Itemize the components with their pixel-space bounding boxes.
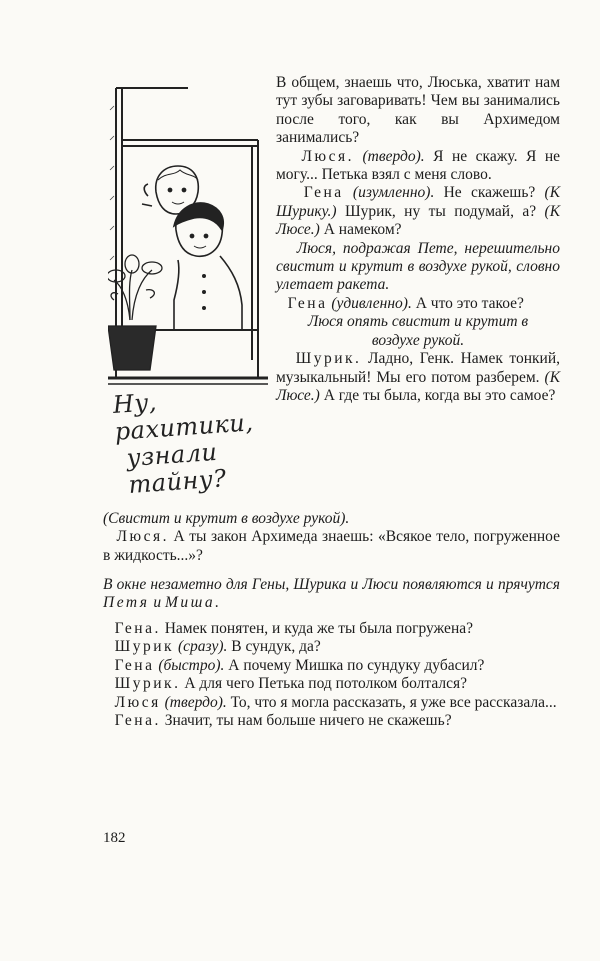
speaker-name: Гена	[114, 656, 155, 674]
speaker-name: Люся	[114, 693, 161, 711]
speaker-name: Гена.	[114, 620, 161, 637]
speaker-name: Шурик.	[295, 350, 362, 368]
speech-line: Гена (изумленно). Не скажешь? (К Шурику.) Шурик, ну ты подумай, а? (К Люсе.) А намеком?	[276, 184, 560, 239]
stage-direction-paragraph: (Свистит и крутит в воздухе рукой).	[103, 510, 350, 527]
speaker-name: Шурик.	[114, 675, 181, 693]
full-width-text-1	[103, 510, 560, 565]
speech-line: Шурик. А для чего Петька под потолком болтался?	[114, 675, 467, 693]
speech-line: Шурик (сразу). В сундук, да?	[114, 638, 321, 656]
full-width-text-2	[103, 620, 560, 730]
caption-line-2: узнали	[125, 437, 219, 473]
speaker-name: Гена	[303, 184, 344, 202]
stage-direction: (изумленно).	[352, 184, 435, 202]
illustration-caption	[112, 381, 275, 500]
speaker-name: Шурик	[114, 638, 175, 656]
stage-direction-block	[103, 576, 560, 613]
speech-line: Гена. Намек понятен, и куда же ты была погружена?	[114, 620, 473, 637]
speech-line: Гена. Значит, ты нам больше ничего не скажешь?	[114, 712, 452, 730]
speech-line: Люся. А ты закон Архимеда знаешь: «Всякое тело, погруженное в жидкость...»?	[103, 528, 561, 564]
caption-line-1: Ну, рахитики,	[111, 387, 255, 446]
page-number: 182	[103, 830, 126, 846]
speech-line: Люся. (твердо). Я не скажу. Я не могу... Петька взял с меня слово.	[276, 147, 560, 184]
speech-line: Гена (быстро). А почему Мишка по сундуку дубасил?	[114, 656, 485, 674]
speaker-name: Гена	[287, 294, 328, 312]
stage-direction: (удивленно).	[331, 294, 412, 312]
speech-line: Люся (твердо). То, что я могла рассказать, я уже все рассказала...	[114, 693, 557, 711]
caption-line-3: тайну?	[127, 464, 228, 500]
speaker-name: Гена.	[114, 712, 161, 730]
stage-direction: (твердо).	[362, 147, 425, 165]
paragraph: В общем, знаешь что, Люська, хватит нам тут зубы заговаривать! Чем вы занимались после того, как вы Архимедом занимались?	[276, 74, 560, 147]
speaker-name: Люся.	[116, 528, 170, 546]
right-column-text	[276, 74, 560, 405]
stage-direction-paragraph: Люся, подражая Пете, нерешительно свистит и крутит в воздухе рукой, словно улетает ракета.	[276, 239, 560, 294]
speech-line: Шурик. Ладно, Генк. Намек тонкий, музыкальный! Мы его потом разберем. (К Люсе.) А где ты была, когда вы это самое?	[276, 350, 561, 404]
stage-direction-paragraph: Люся опять свистит и крутит в воздухе рукой.	[307, 313, 529, 349]
stage-direction-paragraph: В окне незаметно для Гены, Шурика и Люси появляются и прячутся Петя и Миша.	[103, 576, 560, 612]
speech-line: Гена (удивленно). А что это такое?	[287, 294, 524, 312]
speaker-name: Люся.	[301, 147, 354, 165]
